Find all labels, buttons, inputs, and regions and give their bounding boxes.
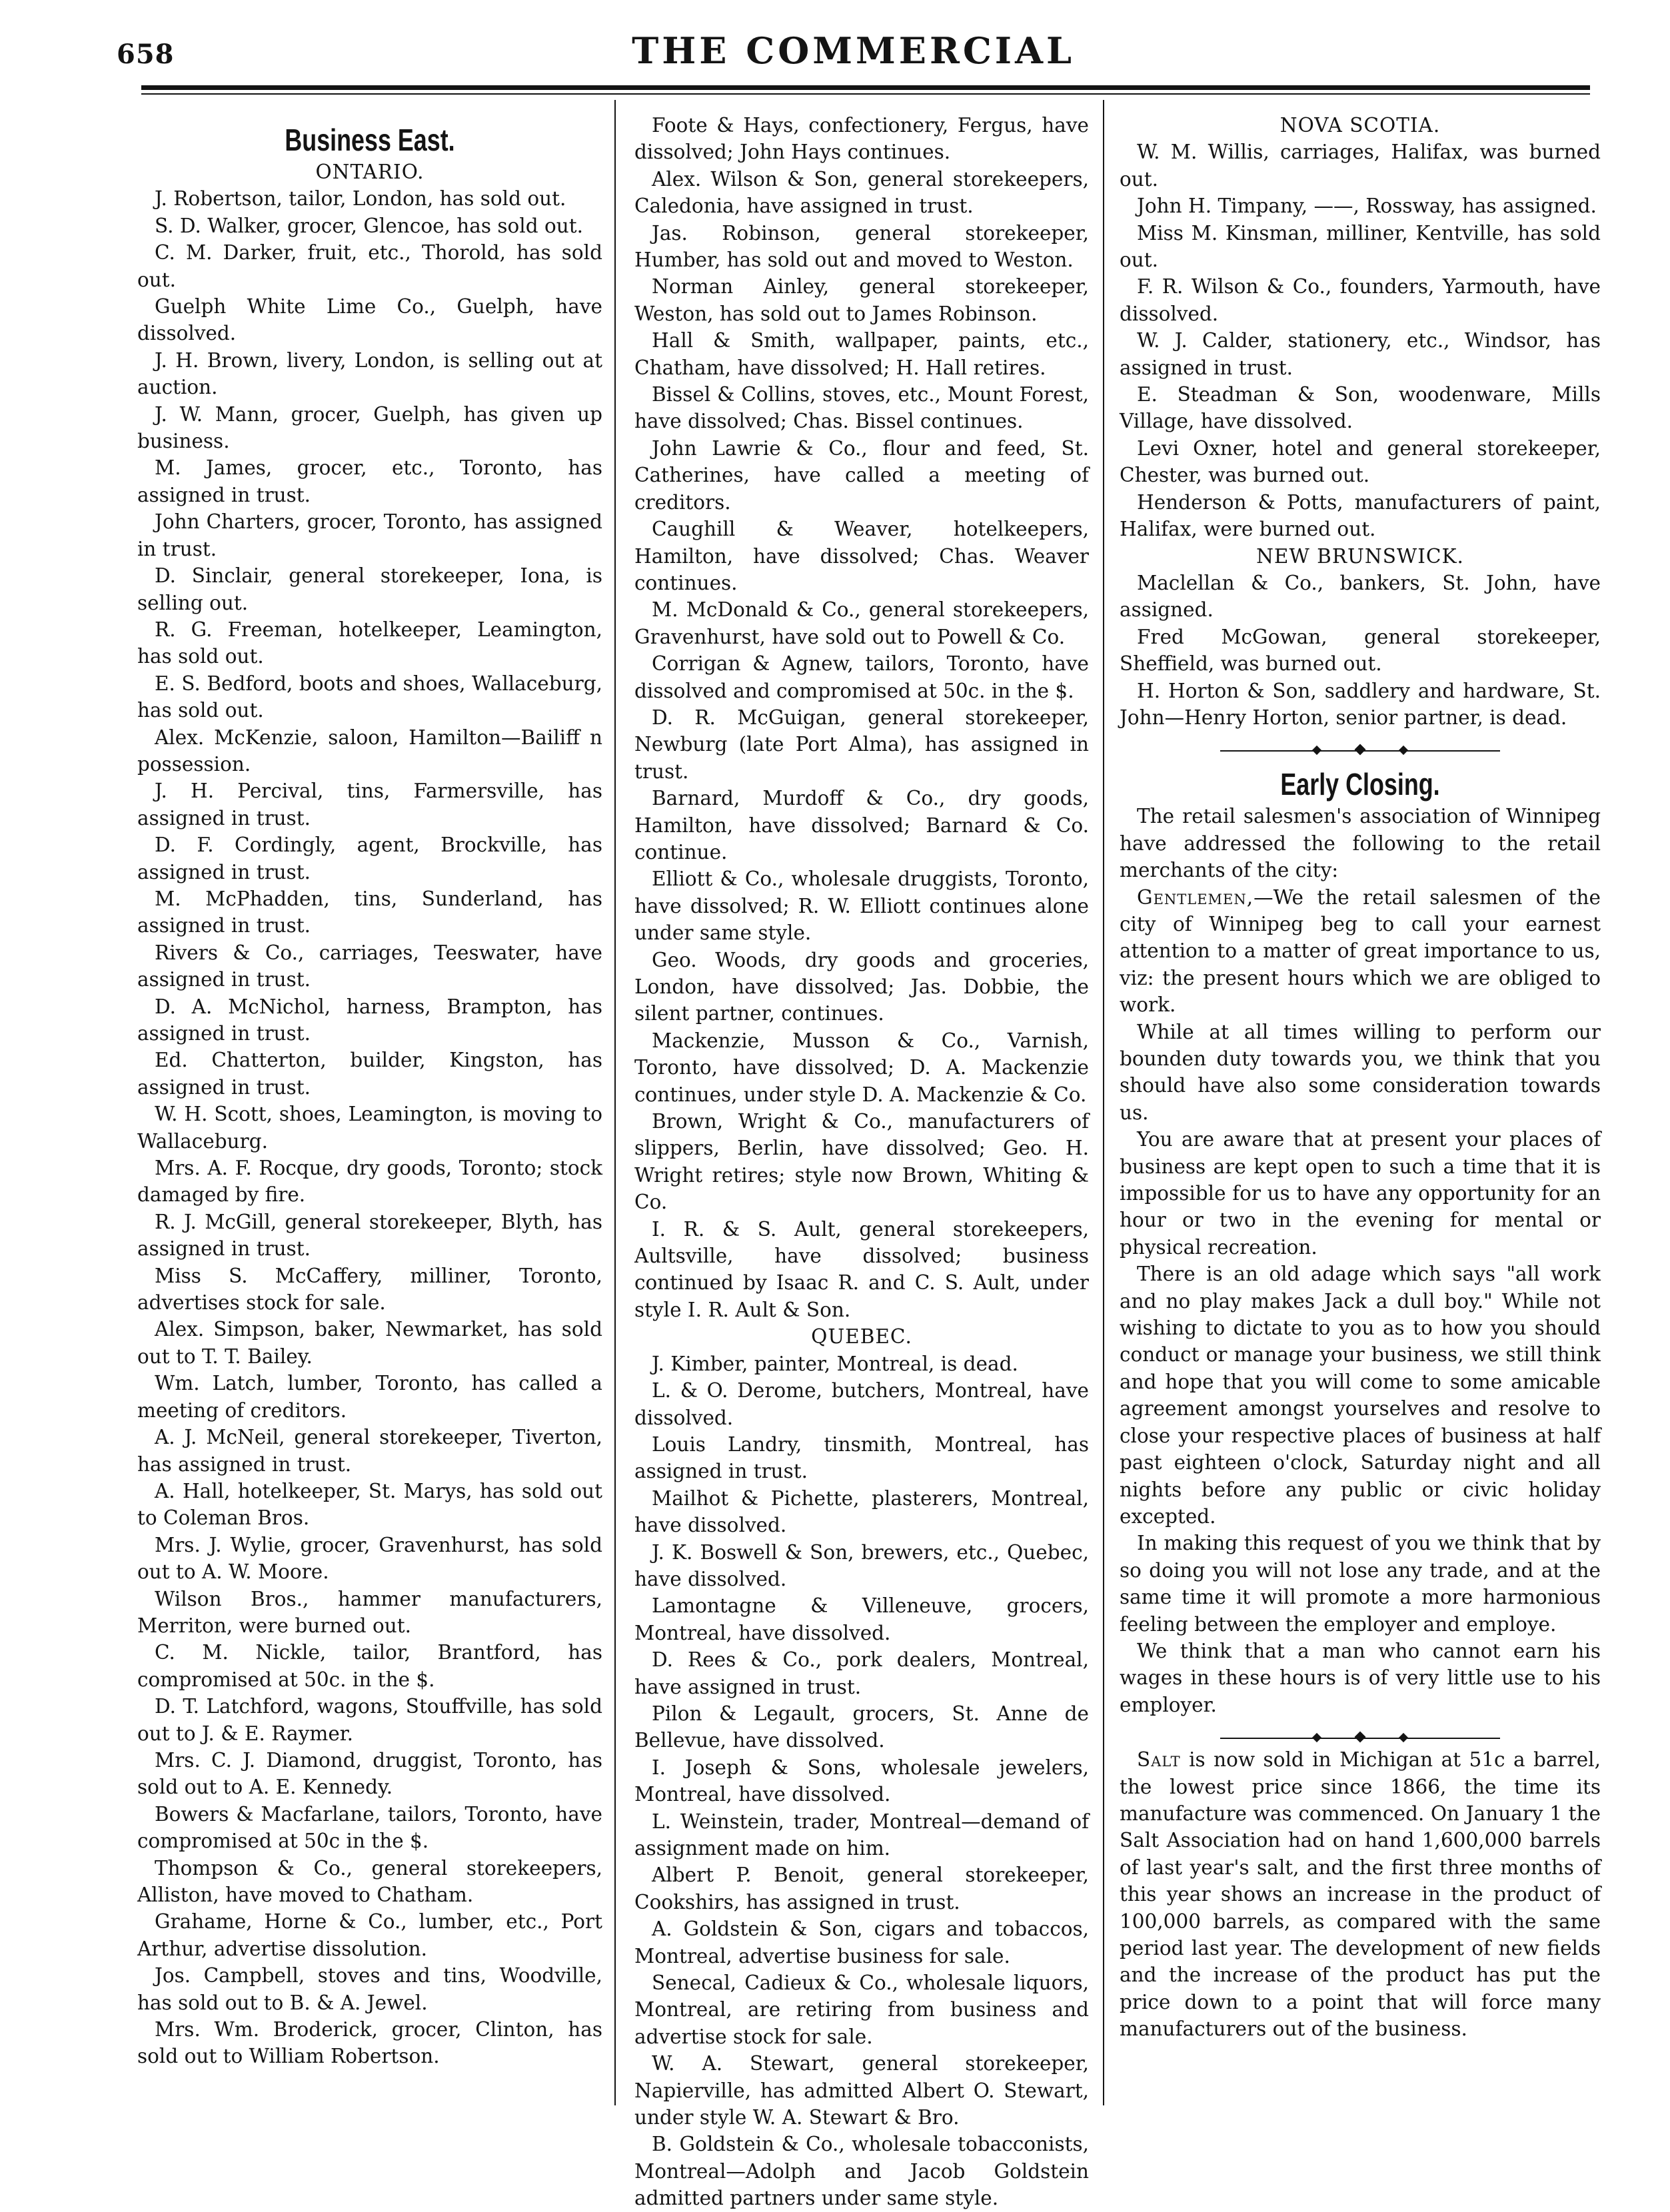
notice-entry: Corrigan & Agnew, tailors, Toronto, have dissolved and compromised at 50c. in the $. [634,652,1089,702]
early-closing-paragraph-2: While at all times willing to perform our bounden duty towards you, we think that you should have also some consideration towards us. [1120,1020,1601,1124]
early-closing-intro: The retail salesmen's association of Winnipeg have addressed the following to the retail merchants of the city: [1120,805,1601,882]
notice-entry: Albert P. Benoit, general storekeeper, Cookshirs, has assigned in trust. [634,1864,1089,1914]
notice-entry: Wilson Bros., hammer manufacturers, Merriton, were burned out. [137,1587,602,1637]
notice-entry: Senecal, Cadieux & Co., wholesale liquors, Montreal, are retiring from business and advertise stock for sale. [634,1971,1089,2048]
notice-entry: Elliott & Co., wholesale druggists, Toronto, have dissolved; R. W. Elliott continues alone under same style. [634,867,1089,945]
salt-lead: Salt [1137,1748,1181,1772]
notice-entry: A. J. McNeil, general storekeeper, Tiverton, has assigned in trust. [137,1426,602,1476]
notice-entry: R. J. McGill, general storekeeper, Blyth, has assigned in trust. [137,1210,602,1261]
quebec-heading: QUEBEC. [811,1325,912,1349]
notice-entry: Rivers & Co., carriages, Teeswater, have assigned in trust. [137,941,602,991]
column-2 [634,112,1089,2210]
notice-entry: Jos. Campbell, stoves and tins, Woodville, has sold out to B. & A. Jewel. [137,1964,602,2014]
notice-entry: Alex. Simpson, baker, Newmarket, has sold out to T. T. Bailey. [137,1318,602,1368]
notice-entry: W. M. Willis, carriages, Halifax, was burned out. [1120,141,1601,191]
notice-entry: R. G. Freeman, hotelkeeper, Leamington, has sold out. [137,618,602,668]
notice-entry: J. Kimber, painter, Montreal, is dead. [652,1352,1018,1375]
notice-entry: Bowers & Macfarlane, tailors, Toronto, have compromised at 50c in the $. [137,1802,602,1853]
notice-entry: Geo. Woods, dry goods and groceries, London, have dissolved; Jas. Dobbie, the silent partner, continues. [634,948,1089,1025]
notice-entry: Louis Landry, tinsmith, Montreal, has assigned in trust. [634,1432,1089,1483]
notice-entry: Pilon & Legault, grocers, St. Anne de Bellevue, have dissolved. [634,1702,1089,1752]
notice-entry: Mrs. J. Wylie, grocer, Gravenhurst, has sold out to A. W. Moore. [137,1533,602,1584]
notice-entry: John Charters, grocer, Toronto, has assigned in trust. [137,510,602,560]
notice-entry: B. Goldstein & Co., wholesale tobacconists, Montreal—Adolph and Jacob Goldstein admitted partners under same style. [634,2133,1089,2210]
early-closing-paragraph-4: There is an old adage which says "all work and no play makes Jack a dull boy." While not wishing to dictate to you as to how you should conduct or manage your business, we still think and hope that you will come to some amicable agreement amongst yourselves and resolve to close your respective places of business at half past eighteen o'clock, Saturday night and all nights before any public or civic holiday excepted. [1120,1263,1601,1528]
notice-entry: Bissel & Collins, stoves, etc., Mount Forest, have dissolved; Chas. Bissel continues. [634,383,1089,433]
notice-entry: Wm. Latch, lumber, Toronto, has called a meeting of creditors. [137,1372,602,1422]
notice-entry: M. James, grocer, etc., Toronto, has assigned in trust. [137,456,602,506]
notice-entry: L. Weinstein, trader, Montreal—demand of assignment made on him. [634,1810,1089,1860]
notice-entry: Jas. Robinson, general storekeeper, Humber, has sold out and moved to Weston. [634,221,1089,272]
notice-entry: W. A. Stewart, general storekeeper, Napierville, has admitted Albert O. Stewart, under style W. A. Stewart & Bro. [634,2052,1089,2129]
notice-entry: John H. Timpany, ——, Rossway, has assigned. [1137,195,1597,218]
notice-entry: M. McDonald & Co., general storekeepers, Gravenhurst, have sold out to Powell & Co. [634,598,1089,648]
notice-entry: Henderson & Potts, manufacturers of paint, Halifax, were burned out. [1120,490,1601,541]
salt-paragraph [1120,1746,1601,2042]
section-ornament [1220,746,1500,756]
publication-title: THE COMMERCIAL [632,29,1075,72]
column-3 [1120,112,1601,2137]
early-closing-letter-opening [1120,884,1601,1019]
notice-entry: Hall & Smith, wallpaper, paints, etc., Chatham, have dissolved; H. Hall retires. [634,329,1089,379]
notice-entry: Brown, Wright & Co., manufacturers of slippers, Berlin, have dissolved; Geo. H. Wright retires; style now Brown, Whiting & Co. [634,1110,1089,1214]
notice-entry: M. McPhadden, tins, Sunderland, has assigned in trust. [137,887,602,937]
header-rule-thick [141,85,1590,90]
ontario-continued-list [634,112,1089,1323]
notice-entry: W. H. Scott, shoes, Leamington, is moving to Wallaceburg. [137,1103,602,1153]
notice-entry: Levi Oxner, hotel and general storekeeper, Chester, was burned out. [1120,436,1601,487]
notice-entry: D. T. Latchford, wagons, Stouffville, has sold out to J. & E. Raymer. [137,1695,602,1745]
page-number: 658 [117,39,175,70]
notice-entry: E. Steadman & Son, woodenware, Mills Village, have dissolved. [1120,383,1601,433]
notice-entry: C. M. Darker, fruit, etc., Thorold, has sold out. [137,241,602,291]
salutation: Gentlemen, [1137,885,1254,909]
notice-entry: Alex. McKenzie, saloon, Hamilton—Bailiff n possession. [137,726,602,776]
business-east-title: Business East. [285,123,455,157]
notice-entry: C. M. Nickle, tailor, Brantford, has compromised at 50c. in the $. [137,1641,602,1691]
notice-entry: D. R. McGuigan, general storekeeper, Newburg (late Port Alma), has assigned in trust. [634,706,1089,783]
notice-entry: Ed. Chatterton, builder, Kingston, has assigned in trust. [137,1049,602,1099]
notice-entry: H. Horton & Son, saddlery and hardware, St. John—Henry Horton, senior partner, is dead. [1120,679,1601,729]
notice-entry: Mackenzie, Musson & Co., Varnish, Toronto, have dissolved; D. A. Mackenzie continues, under style D. A. Mackenzie & Co. [634,1029,1089,1106]
notice-entry: I. Joseph & Sons, wholesale jewelers, Montreal, have dissolved. [634,1756,1089,1806]
notice-entry: I. R. & S. Ault, general storekeepers, Aultsville, have dissolved; business continued by Isaac R. and C. S. Ault, under style I. R. Ault & Son. [634,1217,1089,1321]
column-divider-2 [1103,100,1104,2105]
notice-entry: Maclellan & Co., bankers, St. John, have assigned. [1120,571,1601,622]
notice-entry: J. H. Brown, livery, London, is selling out at auction. [137,348,602,399]
column-divider-1 [614,100,616,2105]
notice-entry: F. R. Wilson & Co., founders, Yarmouth, have dissolved. [1120,275,1601,325]
early-closing-paragraph-5: In making this request of you we think that by so doing you will not lose any trade, and at the same time it will promote a more harmonious feeling between the employer and employe. [1120,1532,1601,1636]
notice-entry: Miss S. McCaffery, milliner, Toronto, advertises stock for sale. [137,1264,602,1315]
notice-entry: D. A. McNichol, harness, Brampton, has assigned in trust. [137,995,602,1045]
notice-entry: Alex. Wilson & Son, general storekeepers, Caledonia, have assigned in trust. [634,167,1089,218]
new-brunswick-list [1120,570,1601,731]
notice-entry: A. Goldstein & Son, cigars and tobaccos, Montreal, advertise business for sale. [634,1918,1089,1967]
new-brunswick-heading: NEW BRUNSWICK. [1256,544,1464,568]
column-1 [137,112,602,2137]
notice-entry: Foote & Hays, confectionery, Fergus, have dissolved; John Hays continues. [634,114,1089,164]
notice-entry: John Lawrie & Co., flour and feed, St. Catherines, have called a meeting of creditors. [634,436,1089,514]
ontario-list [137,185,602,2069]
notice-entry: Mrs. C. J. Diamond, druggist, Toronto, has sold out to A. E. Kennedy. [137,1748,602,1799]
notice-entry: Mrs. Wm. Broderick, grocer, Clinton, has sold out to William Robertson. [137,2018,602,2068]
notice-entry: Thompson & Co., general storekeepers, Alliston, have moved to Chatham. [137,1856,602,1906]
notice-entry: J. W. Mann, grocer, Guelph, has given up business. [137,402,602,453]
header-rule-thin [141,93,1590,95]
notice-entry: Miss M. Kinsman, milliner, Kentville, has sold out. [1120,221,1601,272]
notice-entry: J. H. Percival, tins, Farmersville, has assigned in trust. [137,780,602,830]
notice-entry: D. Rees & Co., pork dealers, Montreal, have assigned in trust. [634,1648,1089,1698]
nova-scotia-heading: NOVA SCOTIA. [1279,114,1441,137]
notice-entry: L. & O. Derome, butchers, Montreal, have dissolved. [634,1379,1089,1429]
early-closing-paragraph-6: We think that a man who cannot earn his wages in these hours is of very little use to his employer. [1120,1639,1601,1716]
notice-entry: Caughill & Weaver, hotelkeepers, Hamilton, have dissolved; Chas. Weaver continues. [634,518,1089,594]
nova-scotia-list [1120,139,1601,542]
quebec-list [634,1351,1089,2212]
notice-entry: Mailhot & Pichette, plasterers, Montreal, have dissolved. [634,1486,1089,1537]
notice-entry: W. J. Calder, stationery, etc., Windsor, has assigned in trust. [1120,329,1601,379]
notice-entry: D. F. Cordingly, agent, Brockville, has assigned in trust. [137,833,602,883]
notice-entry: A. Hall, hotelkeeper, St. Marys, has sold out to Coleman Bros. [137,1479,602,1530]
early-closing-title: Early Closing. [1280,767,1440,802]
salt-text: is now sold in Michigan at 51c a barrel, the lowest price since 1866, the time its manufacture was commenced. On January 1 the Salt Association had on hand 1,600,000 barrels of last year's salt, and the first three months of this year shows an increase in the product of 100,000 barrels, as compared with the same period last year. The development of new fields and the increase of the product has put the price down to a point that will force many manufacturers out of the business. [1120,1748,1601,2041]
notice-entry: Fred McGowan, general storekeeper, Sheffield, was burned out. [1120,625,1601,676]
notice-entry: D. Sinclair, general storekeeper, Iona, is selling out. [137,564,602,614]
notice-entry: Norman Ainley, general storekeeper, Weston, has sold out to James Robinson. [634,275,1089,325]
section-ornament-2 [1220,1733,1500,1744]
notice-entry: J. Robertson, tailor, London, has sold out. [155,187,566,211]
notice-entry: Grahame, Horne & Co., lumber, etc., Port Arthur, advertise dissolution. [137,1910,602,1960]
notice-entry: Lamontagne & Villeneuve, grocers, Montreal, have dissolved. [634,1594,1089,1644]
early-closing-paragraph-1: —We the retail salesmen of the city of Winnipeg beg to call your earnest attention to a matter of great importance to us, viz: the present hours which we are obliged to work. [1120,885,1601,1017]
notice-entry: E. S. Bedford, boots and shoes, Wallaceburg, has sold out. [137,672,602,722]
notice-entry: Barnard, Murdoff & Co., dry goods, Hamilton, have dissolved; Barnard & Co. continue. [634,787,1089,863]
early-closing-paragraph-3: You are aware that at present your places of business are kept open to such a time that it is impossible for us to have any opportunity for an hour or two in the evening for mental or physical recreation. [1120,1128,1601,1259]
ontario-heading: ONTARIO. [315,161,424,183]
notice-entry: Guelph White Lime Co., Guelph, have dissolved. [137,295,602,345]
notice-entry: J. K. Boswell & Son, brewers, etc., Quebec, have dissolved. [634,1540,1089,1590]
notice-entry: S. D. Walker, grocer, Glencoe, has sold out. [155,214,583,237]
notice-entry: Mrs. A. F. Rocque, dry goods, Toronto; stock damaged by fire. [137,1157,602,1207]
